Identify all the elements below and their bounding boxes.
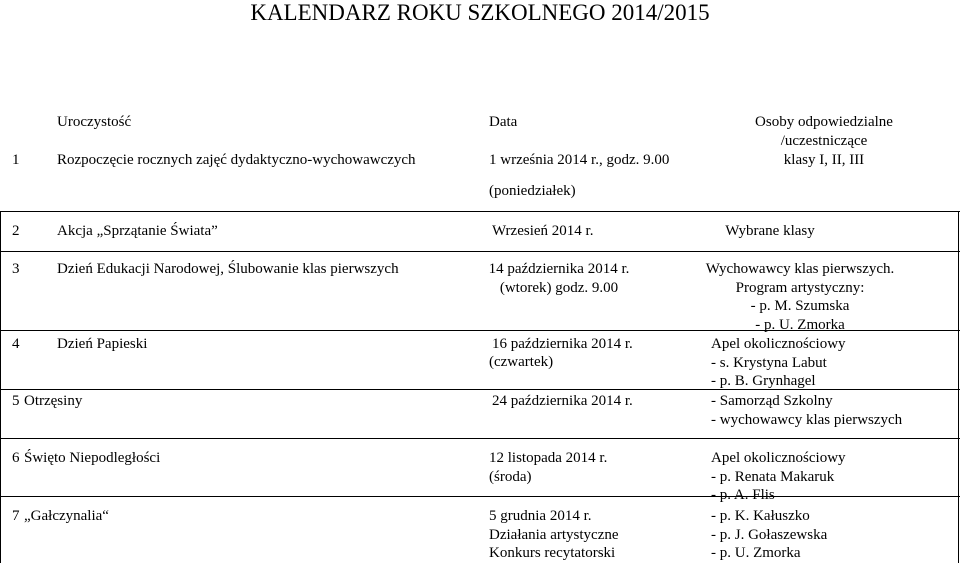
row-number: 1 (12, 152, 20, 168)
event-date: 1 września 2014 r., godz. 9.00 (489, 152, 670, 168)
table-border-left (0, 211, 1, 563)
event-name: „Gałczynalia“ (24, 508, 109, 524)
row-number: 7 (12, 508, 20, 524)
event-day: (poniedziałek) (489, 183, 576, 199)
event-date: 12 listopada 2014 r. (środa) (489, 450, 608, 485)
header-date: Data (489, 114, 518, 130)
row-number: 3 (12, 261, 20, 277)
row-number: 2 (12, 223, 20, 239)
event-date: 16 października 2014 r. (492, 336, 633, 352)
table-rule (0, 211, 960, 212)
row-number: 6 (12, 450, 20, 466)
event-name: Akcja „Sprzątanie Świata” (57, 223, 218, 239)
event-name: Dzień Papieski (57, 336, 148, 352)
responsible-people: Apel okolicznościowy - s. Krystyna Labut - p. B. Grynhagel (711, 336, 846, 389)
responsible-people: klasy I, II, III (783, 152, 865, 168)
responsible-people: Wybrane klasy (725, 223, 815, 239)
event-date: 14 października 2014 r. (wtorek) godz. 9.00 (488, 261, 630, 296)
table-rule (0, 251, 960, 252)
header-people: Osoby odpowiedzialne /uczestniczące (755, 114, 893, 149)
event-name: Dzień Edukacji Narodowej, Ślubowanie klas pierwszych (57, 261, 399, 277)
event-date: 5 grudnia 2014 r. Działania artystyczne Konkurs recytatorski (489, 508, 619, 561)
event-name: Rozpoczęcie rocznych zajęć dydaktyczno-wychowawczych (57, 152, 416, 168)
event-day: (czwartek) (489, 354, 554, 370)
event-name: Otrzęsiny (24, 393, 83, 409)
responsible-people: Apel okolicznościowy - p. Renata Makaruk - p. A. Flis (711, 450, 846, 503)
row-number: 5 (12, 393, 20, 409)
page-title: KALENDARZ ROKU SZKOLNEGO 2014/2015 (250, 0, 710, 25)
table-rule (0, 438, 960, 439)
responsible-people: - p. K. Kałuszko - p. J. Gołaszewska - p. U. Zmorka (711, 508, 828, 561)
event-date: 24 października 2014 r. (492, 393, 633, 409)
table-border-right (958, 211, 959, 563)
event-name: Święto Niepodległości (24, 450, 161, 466)
header-event: Uroczystość (57, 114, 132, 130)
event-date: Wrzesień 2014 r. (492, 223, 594, 239)
responsible-people: Wychowawcy klas pierwszych. Program artystyczny: - p. M. Szumska - p. U. Zmorka (705, 261, 895, 333)
responsible-people: - Samorząd Szkolny - wychowawcy klas pierwszych (711, 393, 903, 428)
row-number: 4 (12, 336, 20, 352)
